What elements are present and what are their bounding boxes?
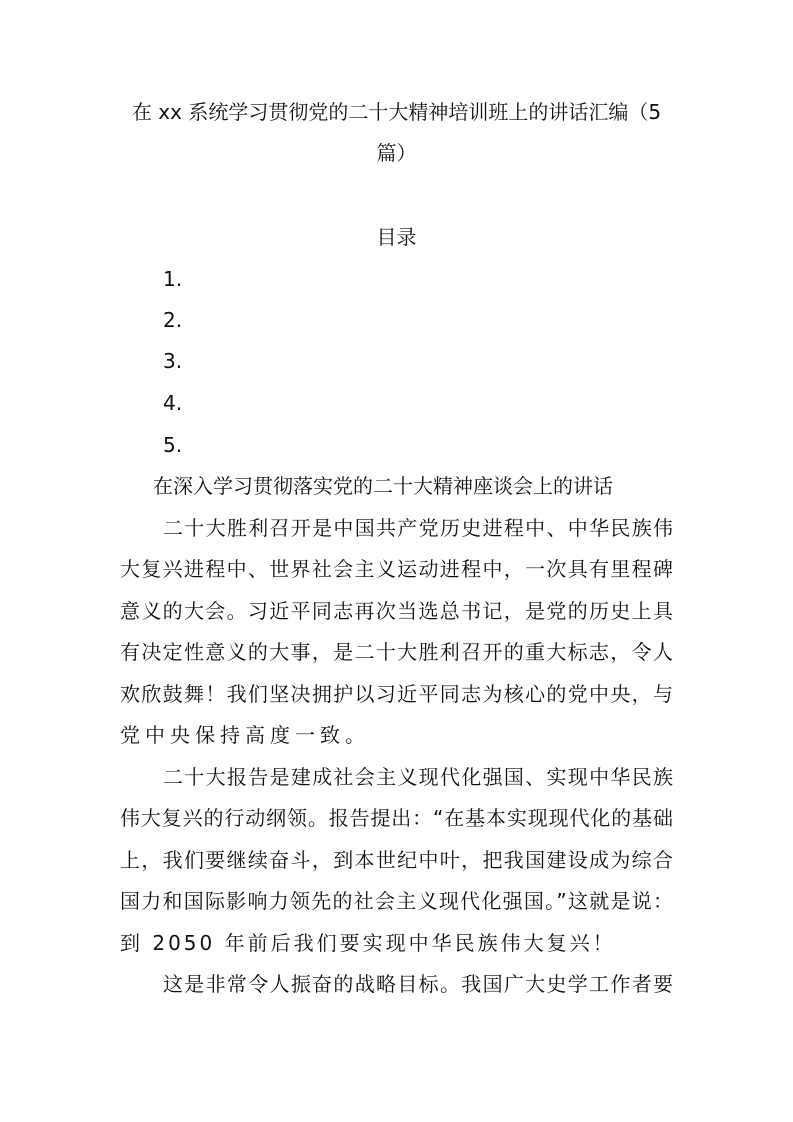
text-line: 国力和国际影响力领先的社会主义现代化强国。”这就是说：	[120, 889, 673, 913]
text-line: 大复兴进程中、世界社会主义运动进程中，一次具有里程碑	[120, 557, 673, 581]
toc-item[interactable]: 1.	[163, 267, 183, 291]
text-line: 到 2050 年前后我们要实现中华民族伟大复兴！	[120, 931, 616, 955]
text-line: 伟大复兴的行动纲领。报告提出：“在基本实现现代化的基础	[120, 806, 673, 830]
text-line: 党中央保持高度一致。	[120, 723, 370, 747]
text-line: 二十大报告是建成社会主义现代化强国、实现中华民族	[163, 765, 673, 789]
toc-item[interactable]: 5.	[163, 433, 183, 457]
toc-heading: 目录	[376, 225, 417, 249]
text-line: 二十大胜利召开是中国共产党历史进程中、中华民族伟	[163, 516, 673, 540]
title-line-1: 在 xx 系统学习贯彻党的二十大精神培训班上的讲话汇编（5	[131, 100, 662, 124]
title-line-2: 篇）	[376, 141, 417, 165]
text-line: 意义的大会。习近平同志再次当选总书记，是党的历史上具	[120, 599, 673, 623]
section-heading: 在深入学习贯彻落实党的二十大精神座谈会上的讲话	[153, 474, 613, 498]
toc-item[interactable]: 2.	[163, 308, 183, 332]
toc-item[interactable]: 4.	[163, 391, 183, 415]
text-line: 欢欣鼓舞！我们坚决拥护以习近平同志为核心的党中央，与	[120, 682, 673, 706]
toc-item[interactable]: 3.	[163, 349, 183, 373]
text-line: 有决定性意义的大事，是二十大胜利召开的重大标志，令人	[120, 640, 673, 664]
text-line: 上，我们要继续奋斗，到本世纪中叶，把我国建设成为综合	[120, 848, 673, 872]
text-line: 这是非常令人振奋的战略目标。我国广大史学工作者要	[163, 972, 673, 996]
